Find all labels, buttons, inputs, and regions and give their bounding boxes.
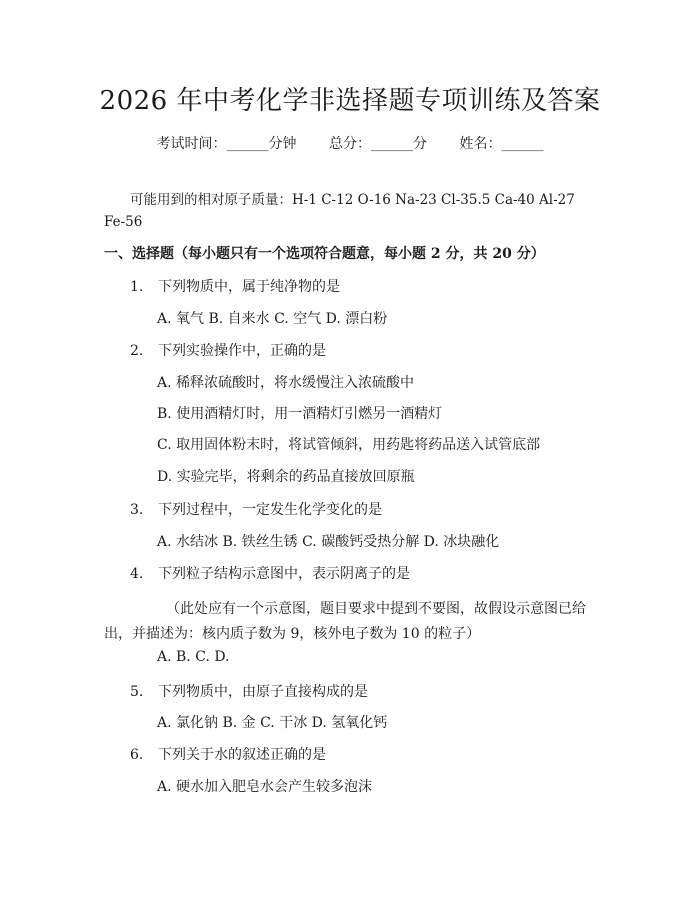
question-number: 1.	[130, 279, 144, 295]
page-title: 2026 年中考化学非选择题专项训练及答案	[99, 86, 601, 116]
question-4-options: A. B. C. D.	[157, 649, 230, 665]
question-5-options: A. 氯化钠 B. 金 C. 干冰 D. 氢氧化钙	[157, 715, 388, 731]
question-2	[130, 340, 326, 360]
question-text: 下列过程中，一定发生化学变化的是	[158, 502, 382, 518]
question-number: 6.	[130, 747, 144, 763]
total-score-field: 总分：______分	[329, 136, 427, 152]
question-number: 5.	[130, 684, 144, 700]
question-number: 4.	[130, 566, 144, 582]
question-6	[130, 744, 326, 764]
question-text: 下列实验操作中，正确的是	[158, 343, 326, 359]
question-3	[130, 499, 382, 519]
question-5	[130, 681, 368, 701]
question-4-figure-note: （此处应有一个示意图，题目要求中提到不要图，故假设示意图已给出，并描述为：核内质子数为 9，核外电子数为 10 的粒子）	[104, 601, 586, 642]
question-3-options: A. 水结冰 B. 铁丝生锈 C. 碳酸钙受热分解 D. 冰块融化	[157, 534, 500, 550]
question-2-option-c: C. 取用固体粉末时，将试管倾斜，用药匙将药品送入试管底部	[157, 437, 541, 453]
question-2-option-a: A. 稀释浓硫酸时，将水缓慢注入浓硫酸中	[157, 375, 415, 391]
question-number: 3.	[130, 502, 144, 518]
question-text: 下列物质中，属于纯净物的是	[158, 279, 340, 295]
question-number: 2.	[130, 343, 144, 359]
question-2-option-d: D. 实验完毕，将剩余的药品直接放回原瓶	[157, 469, 415, 485]
atomic-mass-note: 可能用到的相对原子质量：H-1 C-12 O-16 Na-23 Cl-35.5 Ca-40 Al-27 Fe-56	[104, 192, 575, 230]
exam-time-field: 考试时间：______分钟	[156, 136, 297, 152]
question-text: 下列关于水的叙述正确的是	[158, 747, 326, 763]
question-text: 下列物质中，由原子直接构成的是	[158, 684, 368, 700]
question-2-option-b: B. 使用酒精灯时，用一酒精灯引燃另一酒精灯	[157, 406, 443, 422]
question-1	[130, 276, 340, 296]
question-4	[130, 563, 410, 583]
student-name-field: 姓名：______	[459, 136, 544, 152]
question-text: 下列粒子结构示意图中，表示阴离子的是	[158, 566, 410, 582]
question-6-option-a: A. 硬水加入肥皂水会产生较多泡沫	[157, 779, 373, 795]
question-1-options: A. 氧气 B. 自来水 C. 空气 D. 漂白粉	[157, 311, 388, 327]
section-heading: 一、选择题（每小题只有一个选项符合题意，每小题 2 分，共 20 分）	[104, 246, 545, 262]
exam-info-row	[0, 133, 700, 153]
